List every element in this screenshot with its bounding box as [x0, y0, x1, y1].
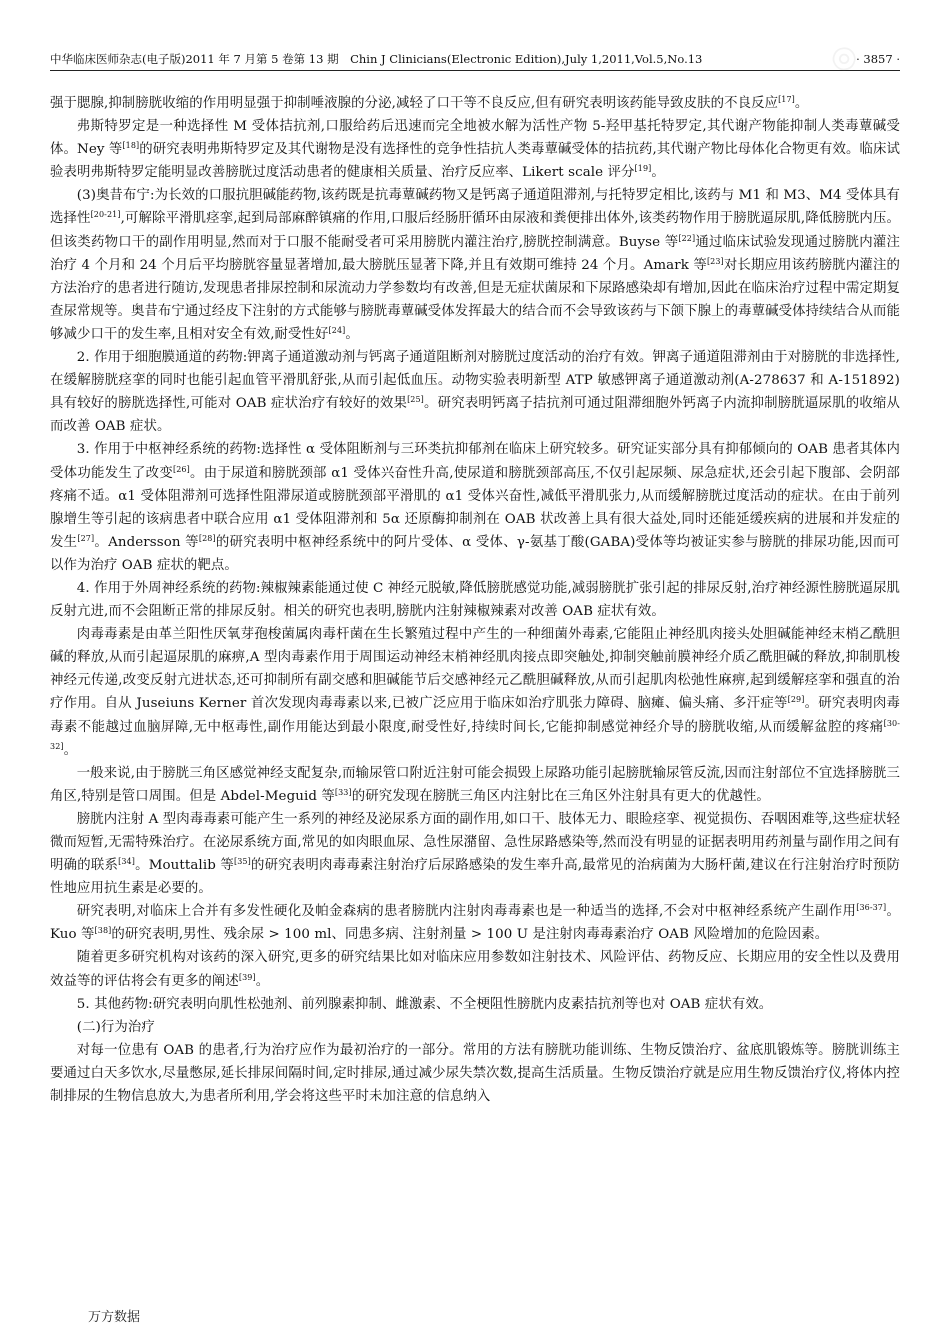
paragraph-text: 3. 作用于中枢神经系统的药物:选择性 α 受体阻断剂与三环类抗抑郁剂在临床上研究较多。研究证实部分具有抑郁倾向的 OAB 患者其体内受体功能发生了改变 [50, 442, 900, 481]
paragraph-text: 。由于尿道和膀胱颈部 α1 受体兴奋性升高,使尿道和膀胱颈部高压,不仅引起尿频、尿急症状,还会引起下腹部、会阴部疼痛不适。α1 受体阻滞剂可选择性阻滞尿道或膀胱颈部平滑肌的 α1 受体兴奋性,减低平滑肌张力,从而缓解膀胱过度活动的症状。在由于前列腺增生等引起的该病患者中联合应用 α1 受体阻滞剂和 5α 还原酶抑制剂在 OAB 状改善上具有很大益处,同时还能延缓疾病的进展和并发症的发生 [50, 465, 900, 550]
citation-ref: [39] [238, 972, 256, 982]
paragraph-text: 。研究表明肉毒毒素不能越过血脑屏障,无中枢毒性,副作用能达到最小限度,耐受性好,持续时间长,它能抑制感觉神经介导的膀胱收缩,从而缓解盆腔的疼痛 [50, 696, 900, 735]
citation-ref: [20-21] [90, 210, 121, 220]
citation-ref: [34] [118, 857, 135, 867]
paragraph-text: 。Mouttalib 等 [134, 858, 234, 874]
paragraph-text: (3)奥昔布宁:为长效的口服抗胆碱能药物,该药既是抗毒蕈碱药物又是钙离子通道阻滞剂,与托特罗定相比,该药与 M1 和 M3、M4 受体具有选择性 [50, 188, 900, 227]
paragraph-text: 对长期应用该药膀胱内灌注的方法治疗的患者进行随访,发现患者排尿控制和尿流动力学参数均有改善,但是无症状菌尿和下尿路感染却有增加,因此在临床治疗过程中需定期复查尿常规等。奥昔布宁通过经皮下注射的方式能够与膀胱毒蕈碱受体发挥最大的结合而不会导致该药与下颌下腺上的毒蕈碱受体持续结合从而能够减少口干的发生率,且相对安全有效,耐受性好 [50, 257, 900, 342]
citation-ref: [19] [634, 164, 652, 174]
citation-ref: [38] [94, 926, 112, 936]
running-header [50, 48, 900, 71]
citation-ref: [36-37] [856, 903, 887, 913]
citation-ref: [33] [334, 787, 352, 797]
paragraph [50, 993, 900, 1016]
paragraph [50, 1039, 900, 1108]
header-page-number: · 3857 · [856, 52, 900, 66]
paragraph-text: 强于腮腺,抑制膀胱收缩的作用明显强于抑制唾液腺的分泌,减轻了口干等不良反应,但有研究表明该药能导致皮肤的不良反应 [50, 96, 779, 111]
paragraph-text: 肉毒毒素是由革兰阳性厌氧芽孢梭菌属肉毒杆菌在生长繁殖过程中产生的一种细菌外毒素,它能阻止神经肌肉接头处胆碱能神经末梢乙酰胆碱的释放,从而引起逼尿肌的麻痹,A 型肉毒素作用于周围运动神经末梢神经肌肉接点即突触处,抑制突触前膜神经介质乙酰胆碱的释放,抑制肌梭神经元传递,改变反射亢进状态,还可抑制所有副交感和胆碱能节后交感神经元乙酰胆碱释放,从而引起肌肉松弛性麻痹,起到缓解痉挛和强直的治疗作用。自从 Juseiuns Kerner 首次发现肉毒毒素以来,已被广泛应用于临床如治疗肌张力障碍、脑瘫、偏头痛、多汗症等 [50, 627, 900, 712]
header-journal-info: 中华临床医师杂志(电子版)2011 年 7 月第 5 卷第 13 期 Chin J Clinicians(Electronic Edition),July 1,2011,Vol.5,No.13 [50, 52, 703, 66]
paragraph-text: 对每一位患有 OAB 的患者,行为治疗应作为最初治疗的一部分。常用的方法有膀胱功能训练、生物反馈治疗、盆底肌锻炼等。膀胱训练主要通过白天多饮水,尽量憋尿,延长排尿间隔时间,定时排尿,通过减少尿失禁次数,提高生活质量。生物反馈治疗就是应用生物反馈治疗仪,将体内控制排尿的生物信息放大,为患者所利用,学会将这些平时未加注意的信息纳入 [50, 1042, 900, 1105]
paragraph-text: 。 [345, 326, 359, 342]
paragraph-text: ,可解除平滑肌痉挛,起到局部麻醉镇痛的作用,口服后经肠肝循环由尿液和粪便排出体外,该类药物作用于膀胱逼尿肌,降低膀胱内压。但该类药物口干的副作用明显,然而对于口服不能耐受者可采用膀胱内灌注治疗,膀胱控制满意。Buyse 等 [50, 211, 900, 250]
citation-ref: [28] [198, 533, 216, 543]
citation-ref: [22] [678, 233, 696, 243]
paragraph [50, 1016, 900, 1039]
paragraph-text: 。 [794, 96, 809, 111]
paragraph [50, 762, 900, 808]
article-body [50, 92, 900, 1108]
paragraph-text: 通过临床试验发现通过膀胱内灌注治疗 4 个月和 24 个月后平均膀胱容量显著增加,最大膀胱压显著下降,并且有效期可维持 24 个月。Amark 等 [50, 234, 900, 273]
paragraph-text: 。 [651, 165, 665, 181]
paragraph-text: 的研究表明弗斯特罗定及其代谢物是没有选择性的竞争性拮抗人类毒蕈碱受体的拮抗药,其代谢产物比母体化合物更有效。临床试验表明弗斯特罗定能明显改善膀胱过度活动患者的健康相关质量、治疗反应率、Likert scale 评分 [50, 142, 900, 181]
citation-ref: [17] [778, 95, 795, 104]
paragraph-text: 。研究表明钙离子拮抗剂可通过阻滞细胞外钙离子内流抑制膀胱逼尿肌的收缩从而改善 OAB 症状。 [50, 396, 901, 435]
paragraph-text: 2. 作用于细胞膜通道的药物:钾离子通道激动剂与钙离子通道阻断剂对膀胱过度活动的治疗有效。钾离子通道阻滞剂由于对膀胱的非选择性,在缓解膀胱痉挛的同时也能引起血管平滑肌舒张,从而引起低血压。动物实验表明新型 ATP 敏感钾离子通道激动剂(A-278637 和 A-151892)具有较好的膀胱选择性,可能对 OAB 症状治疗有较好的效果 [50, 350, 900, 412]
citation-ref: [35] [233, 857, 251, 867]
citation-ref: [30-32] [50, 718, 900, 751]
paragraph-text: 膀胱内注射 A 型肉毒毒素可能产生一系列的神经及泌尿系方面的副作用,如口干、肢体无力、眼睑痉挛、视觉损伤、吞咽困难等,这些症状轻微而短暂,无需特殊治疗。在泌尿系统方面,常见的如肉眼血尿、急性尿潴留、急性尿路感染等,然而没有明显的证据表明用药剂量与副作用之间有明确的联系 [50, 811, 900, 874]
citation-ref: [29] [787, 695, 805, 705]
paragraph [50, 577, 900, 623]
paragraph [50, 438, 900, 577]
watermark: ◎ [822, 35, 864, 80]
paragraph-text: 。 [63, 742, 78, 758]
citation-ref: [25] [407, 395, 424, 405]
paragraph [50, 623, 900, 762]
paragraph [50, 184, 900, 346]
citation-ref: [18] [122, 141, 140, 151]
paragraph [50, 92, 900, 115]
paragraph-text: 的研究表明中枢神经系统中的阿片受体、α 受体、γ-氨基丁酸(GABA)受体等均被证实参与膀胱的排尿功能,因而可以作为治疗 OAB 症状的靶点。 [50, 534, 901, 573]
paragraph-text: 的研究表明,男性、残余尿 > 100 ml、同患多病、注射剂量 > 100 U 是注射肉毒毒素治疗 OAB 风险增加的危险因素。 [111, 927, 829, 943]
citation-ref: [24] [328, 325, 346, 335]
footer-source: 万方数据 [88, 1310, 141, 1325]
citation-ref: [26] [173, 464, 190, 474]
paragraph [50, 115, 900, 184]
citation-ref: [23] [706, 256, 724, 266]
paragraph-text: 的研究表明肉毒毒素注射治疗后尿路感染的发生率升高,最常见的治病菌为大肠杆菌,建议在行注射治疗时预防性地应用抗生素是必要的。 [50, 858, 900, 897]
paragraph-text: 随着更多研究机构对该药的深入研究,更多的研究结果比如对临床应用参数如注射技术、风险评估、药物反应、长期应用的安全性以及费用效益等的评估将会有更多的阐述 [50, 950, 900, 989]
paragraph [50, 346, 900, 438]
paragraph [50, 946, 900, 992]
paragraph-text: 。Kuo 等 [50, 904, 900, 943]
paragraph-text: 的研究发现在膀胱三角区内注射比在三角区外注射具有更大的优越性。 [351, 788, 770, 804]
paragraph-text: 5. 其他药物:研究表明向肌性松弛剂、前列腺素抑制、雌激素、不全梗阻性膀胱内皮素拮抗剂等也对 OAB 症状有效。 [76, 996, 773, 1012]
paragraph-text: 4. 作用于外周神经系统的药物:辣椒辣素能通过使 C 神经元脱敏,降低膀胱感觉功能,减弱膀胱扩张引起的排尿反射,治疗神经源性膀胱逼尿肌反射亢进,而不会阻断正常的排尿反射。相关的研究也表明,膀胱内注射辣椒辣素对改善 OAB 症状有效。 [50, 580, 900, 620]
paragraph [50, 900, 900, 946]
paragraph-text: (二)行为治疗 [76, 1019, 155, 1035]
paragraph-text: 研究表明,对临床上合并有多发性硬化及帕金森病的患者膀胱内注射肉毒毒素也是一种适当的选择,不会对中枢神经系统产生副作用 [76, 904, 857, 920]
citation-ref: [27] [77, 533, 95, 543]
paragraph [50, 808, 900, 900]
paragraph-text: 。Andersson 等 [94, 534, 199, 550]
paragraph-text: 弗斯特罗定是一种选择性 M 受体拮抗剂,口服给药后迅速而完全地被水解为活性产物 5-羟甲基托特罗定,其代谢产物能抑制人类毒蕈碱受体。Ney 等 [50, 119, 900, 158]
paragraph-text: 一般来说,由于膀胱三角区感觉神经支配复杂,而输尿管口附近注射可能会损毁上尿路功能引起膀胱输尿管反流,因而注射部位不宜选择膀胱三角区,特别是管口周围。但是 Abdel-Meguid 等 [50, 765, 900, 804]
paragraph-text: 。 [255, 973, 270, 989]
